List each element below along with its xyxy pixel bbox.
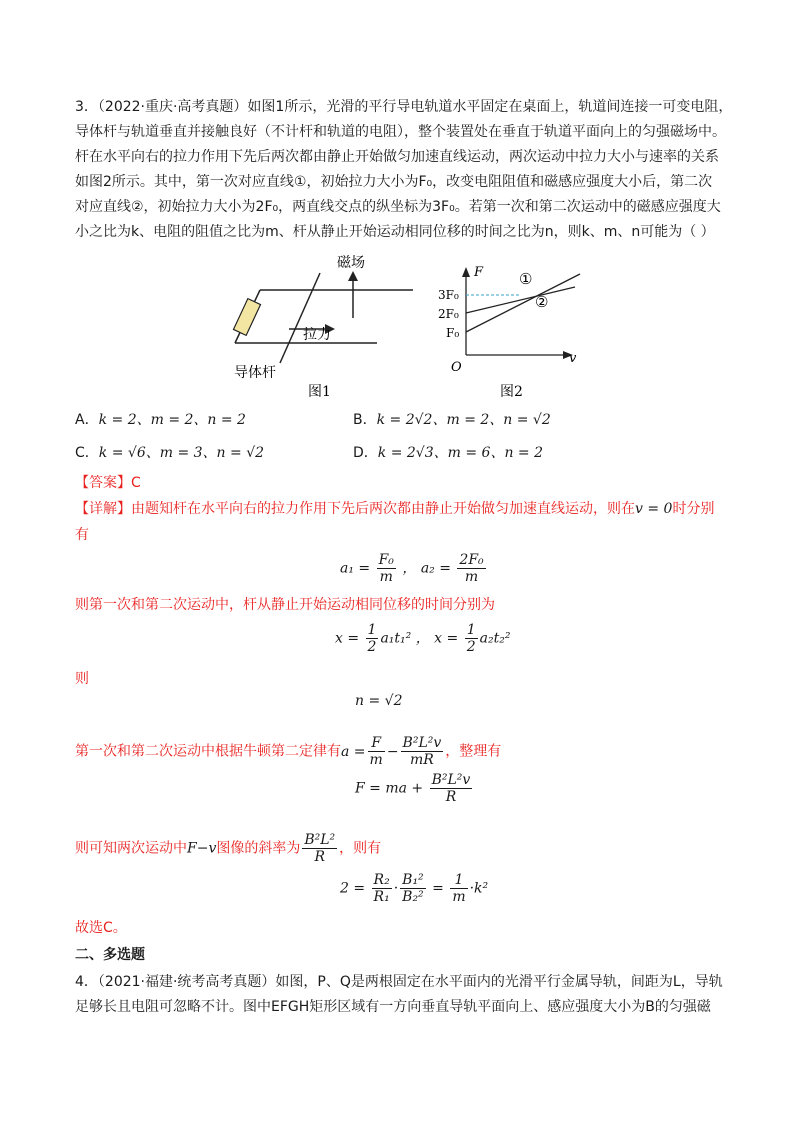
- detail-newton: [75, 735, 740, 768]
- frac-2f0-m: [457, 552, 485, 585]
- option-c-label: C．: [75, 445, 99, 461]
- eq-k2: ·k²: [469, 880, 489, 897]
- frac-r2-r1: [372, 872, 392, 905]
- frac-slope: [302, 832, 337, 865]
- f-axis-arrowhead: [462, 267, 470, 277]
- frac-den: R₁: [373, 889, 390, 905]
- force-label: 拉力: [303, 327, 331, 343]
- eq-x1: x =: [335, 630, 360, 647]
- option-a[interactable]: [75, 409, 246, 431]
- eq-a2: a₂ =: [420, 560, 451, 577]
- detail-intro-line2: 有: [75, 527, 89, 543]
- detail-intro-tail: 时分别: [672, 501, 715, 517]
- option-b-label: B．: [353, 412, 377, 428]
- origin-label: O: [451, 360, 462, 375]
- detail-intro-text: 【详解】由题知杆在水平向右的拉力作用下先后两次都由静止开始做匀加速直线运动，则在: [75, 501, 635, 517]
- frac-1-m: [450, 872, 467, 905]
- frac-num: F: [368, 735, 385, 752]
- line-1-label: ①: [519, 270, 533, 288]
- frac-den: m: [464, 569, 479, 585]
- eq-x2: x =: [434, 630, 459, 647]
- eq-equals: =: [432, 880, 444, 897]
- option-c-rest: 、m = 3、n = √2: [145, 445, 265, 461]
- conclusion: 故选C。: [75, 920, 127, 936]
- frac-num: 2F₀: [459, 552, 484, 568]
- frac-half-1: [366, 622, 379, 655]
- line-2: [466, 287, 575, 313]
- frac-num: 1: [466, 622, 476, 638]
- eq-a1t1: a₁t₁²: [380, 630, 412, 647]
- option-b-k: k = 2√2: [376, 412, 433, 428]
- eq-minus: −: [386, 743, 399, 760]
- frac-num: R₂: [373, 872, 390, 888]
- frac-den: m: [369, 752, 383, 768]
- frac-num: B₁²: [402, 872, 424, 888]
- option-c[interactable]: [75, 442, 264, 464]
- option-b[interactable]: [353, 409, 551, 431]
- detail-newton-tail: ，整理有: [445, 743, 502, 760]
- eq-a1: a₁ =: [340, 560, 371, 577]
- equation-force: [355, 772, 474, 805]
- eq-separator: ，: [415, 630, 430, 647]
- field-arrowhead: [348, 271, 358, 281]
- equation-accelerations: [340, 552, 488, 585]
- q3-line-3: 杆在水平向右的拉力作用下先后两次都由静止开始做匀加速直线运动，两次运动中拉力大小与速率的关系: [75, 149, 719, 165]
- option-d-label: D．: [353, 445, 378, 461]
- f-v-label: F−v: [187, 840, 217, 857]
- frac-num: 1: [450, 872, 467, 889]
- variable-resistor: [233, 299, 260, 336]
- tick-f0: F₀: [446, 326, 460, 340]
- q4-line-1: 4．（2021·福建·统考高考真题）如图，P、Q是两根固定在水平面内的光滑平行金属导轨，间距为L，导轨: [75, 974, 723, 990]
- frac-num: B²L²v: [402, 735, 442, 751]
- equation-n: n = √2: [355, 693, 403, 709]
- eq-dot: ·: [393, 880, 399, 897]
- option-d[interactable]: [353, 442, 543, 464]
- frac-num: B²L²v: [431, 772, 471, 788]
- conductor-rod: [280, 273, 320, 363]
- newton-equation: [341, 735, 445, 768]
- equation-ratio: [340, 872, 488, 905]
- frac-den: 2: [466, 639, 476, 655]
- detail-slope-mid: 图像的斜率为: [216, 840, 301, 857]
- frac-den: 2: [367, 639, 377, 655]
- f-axis-label: F: [474, 265, 484, 280]
- line-2-label: ②: [535, 293, 549, 311]
- eq-ratio-lhs: 2 =: [340, 880, 366, 897]
- figure-2: [425, 255, 595, 405]
- eq-a: a =: [341, 743, 366, 760]
- figure-1: [225, 245, 425, 405]
- q3-line-5: 对应直线②，初始拉力大小为2F₀，两直线交点的纵坐标为3F₀。若第一次和第二次运动中的磁感应强度大: [75, 199, 721, 215]
- tick-2f0: 2F₀: [438, 307, 459, 321]
- section-heading: 二、多选题: [75, 947, 145, 963]
- figure-1-caption: 图1: [308, 384, 331, 400]
- frac-num: 1: [367, 622, 377, 638]
- detail-slope-tail: ，则有: [339, 840, 382, 857]
- frac-f0-m: [377, 552, 396, 585]
- frac-den: R: [314, 849, 326, 865]
- field-label: 磁场: [337, 255, 365, 271]
- frac-den: m: [379, 569, 393, 585]
- frac-b2l2v-mr: [401, 735, 444, 768]
- option-c-k: k = √6: [98, 445, 146, 461]
- frac-den: m: [452, 889, 466, 905]
- option-a-text: k = 2、m = 2、n = 2: [98, 412, 246, 428]
- eq-a2t2: a₂t₂²: [479, 630, 511, 647]
- equation-displacements: [335, 622, 510, 655]
- frac-half-2: [465, 622, 478, 655]
- tick-3f0: 3F₀: [438, 288, 459, 302]
- detail-newton-text: 第一次和第二次运动中根据牛顿第二定律有: [75, 743, 341, 760]
- detail-text-then: 则: [75, 671, 89, 687]
- q3-line-2: 导体杆与轨道垂直并接触良好（不计杆和轨道的电阻），整个装置处在垂直于轨道平面向上的匀强磁场中。: [75, 124, 726, 140]
- detail-v0: v = 0: [635, 501, 673, 517]
- option-d-k: k = 2√3: [377, 445, 434, 461]
- frac-num: B²L²: [304, 832, 336, 848]
- q3-line-6: 小之比为k、电阻的阻值之比为m、杆从静止开始运动相同位移的时间之比为n，则k、m、n可能为（ ）: [75, 224, 715, 240]
- frac-b2l2v-r: [430, 772, 473, 805]
- v-axis-label: v: [569, 351, 577, 366]
- frac-den: mR: [409, 752, 434, 768]
- detail-text-times: 则第一次和第二次运动中，杆从静止开始运动相同位移的时间分别为: [75, 597, 495, 613]
- frac-b1-b2: [400, 872, 426, 905]
- detail-slope: [75, 832, 740, 865]
- answer: 【答案】C: [75, 475, 141, 491]
- option-a-label: A．: [75, 412, 99, 428]
- eq-force-lhs: F = ma +: [355, 780, 424, 797]
- q3-line-4: 如图2所示。其中，第一次对应直线①，初始拉力大小为F₀，改变电阻阻值和磁感应强度大小后，第二次: [75, 174, 713, 190]
- option-b-rest: 、m = 2、n = √2: [432, 412, 551, 428]
- q3-line-1: 3．（2022·重庆·高考真题）如图1所示，光滑的平行导电轨道水平固定在桌面上，轨道间连接一可变电阻，: [75, 99, 733, 115]
- frac-num: F₀: [378, 552, 394, 568]
- eq-separator: ，: [402, 560, 417, 577]
- detail-intro: [75, 498, 740, 520]
- figure-2-caption: 图2: [500, 384, 523, 400]
- frac-f-m: [368, 735, 385, 768]
- detail-slope-text: 则可知两次运动中: [75, 840, 187, 857]
- q4-line-2: 足够长且电阻可忽略不计。图中EFGH矩形区域有一方向垂直导轨平面向上、感应强度大小为B的匀强磁: [75, 999, 711, 1015]
- frac-den: R: [445, 789, 457, 805]
- option-d-rest: 、m = 6、n = 2: [433, 445, 544, 461]
- rod-label: 导体杆: [234, 365, 276, 381]
- frac-den: B₂²: [402, 889, 424, 905]
